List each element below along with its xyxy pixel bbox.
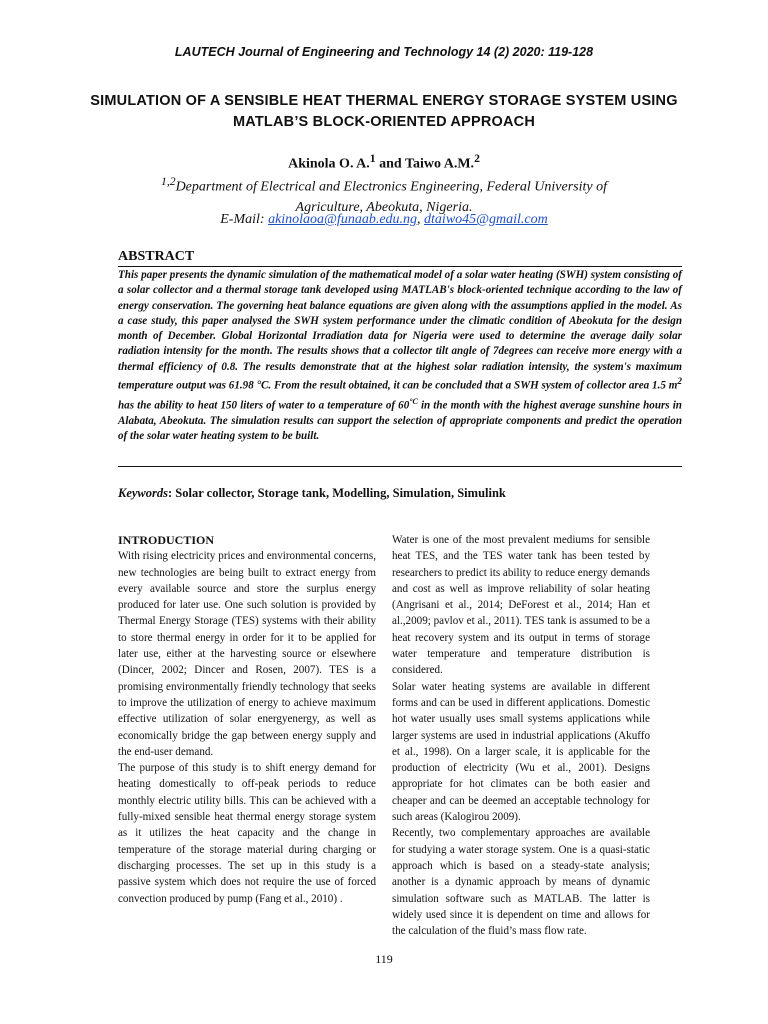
abstract-text-1: This paper presents the dynamic simulation of the mathematical model of a solar water heating (SWH) system consisting of a solar collector and a thermal storage tank developed using MATLAB's block-oriented technique according to the law of energy conservation. The governing heat balance equations are given along with the assumptions applied in the model. As a case study, this paper analysed the SWH system performance under the climatic condition of Abeokuta for the design month of December. Global Horizontal Irradiation data for Nigeria were used to determine the average daily solar radiation intensity for the month. The results shows that a collector tilt angle of 7degrees can receive more energy with a thermal efficiency of 0.8. The results demonstrate that at the highest solar radiation intensity, the system's maximum temperature output was 61.98 °C. From the result obtained, it can be concluded that a SWH system of collector area 1.5 m [118,269,682,392]
abstract-sup: 2 [677,377,682,388]
abstract-heading: ABSTRACT [118,249,195,264]
author-1-sup: 1 [369,152,376,165]
abstract-bottom-rule [118,466,682,467]
email-link-1[interactable]: akinolaoa@funaab.edu.ng [268,212,418,227]
left-paragraph-2: The purpose of this study is to shift energy demand for heating domestically to off-peak periods to reduce monthly electric utility bills. This can be achieved with a fully-mixed sensible heat thermal energy storage system as it utilizes the heat capacity and the change in temperature of the storage material during charging or discharging processes. The set up in this study is a passive system which does not require the use of forced convection produced by pump (Fang et al., 2010) . [118,762,376,905]
keywords-line [118,486,682,501]
affiliation [134,172,634,218]
paper-title: SIMULATION OF A SENSIBLE HEAT THERMAL ENERGY STORAGE SYSTEM USING MATLAB’S BLOCK-ORIENTED APPROACH [90,93,678,130]
right-paragraph-1: Water is one of the most prevalent mediums for sensible heat TES, and the TES water tank has been tested by researchers to predict its ability to reduce energy demands and cost as well as improve reliability of solar heating (Angrisani et al., 2014; DeForest et al., 2014; Han et al.,2009; pavlov et al., 2011). TES tank is assumed to be a heat recovery system and its output in terms of storage water temperature and temperature distribution is considered. [392,534,650,677]
affiliation-sup: 1,2 [160,175,176,188]
author-line [0,152,768,173]
affiliation-text: Department of Electrical and Electronics Engineering, Federal University of Agriculture, Abeokuta, Nigeria. [175,179,607,215]
author-2: Taiwo A.M. [404,156,475,172]
left-column [118,532,376,907]
email-separator: , [417,212,425,227]
page-number: 119 [375,952,393,966]
abstract-text-3: in the month with the highest average sunshine hours in Alabata, Abeokuta. The simulation results can support the selection of appropriate components and predict the operation of the solar water heating system to be built. [118,399,682,443]
abstract-text-2: has the ability to heat 150 liters of water to a temperature of 60 [118,399,410,412]
abstract-body [118,268,682,445]
right-column [392,532,650,939]
abstract-degree: °C [409,397,418,407]
abstract-top-rule [118,266,682,267]
introduction-heading: INTRODUCTION [118,533,215,547]
author-1: Akinola O. A. [288,156,370,172]
right-paragraph-3: Recently, two complementary approaches are available for studying a water storage system. One is a quasi-static approach which is based on a steady-state analysis; another is a dynamic approach by means of dynamic simulation software such as MATLAB. The latter is widely used since it is dependent on time and allows for the calculation of the fluid’s mass flow rate. [392,827,650,938]
keywords-label: Keywords [118,486,168,500]
email-link-2[interactable]: dtaiwo45@gmail.com [424,212,548,227]
keywords-text: : Solar collector, Storage tank, Modelling, Simulation, Simulink [168,486,506,500]
author-2-sup: 2 [474,152,480,165]
author-connector: and [375,156,405,172]
email-line [0,212,768,228]
left-paragraph-1: With rising electricity prices and environmental concerns, new technologies are being built to extract energy from every available source and store the surplus energy produced for later use. One such solution is provided by Thermal Energy Storage (TES) systems with their ability to store thermal energy in order for it to be applied for later use, either at the harvesting source or elsewhere (Dincer, 2002; Dincer and Rosen, 2007). TES is a promising environmentally friendly technology that seeks to improve the utilization of energy to achieve maximum effective utilization of solar energyenergy, as well as economically bridge the gap between energy supply and the end-user demand. [118,550,376,758]
right-paragraph-2: Solar water heating systems are available in different forms and can be used in different applications. Domestic hot water usually uses small systems applications while larger systems are used in industrial applications (Akuffo et al., 1998). On a larger scale, it is applicable for the production of electricity (Wu et al., 2001). Designs appropriate for hot climates can be both easier and cheaper and can be deemed an acceptable technology for such areas (Kalogirou 2009). [392,680,650,824]
journal-header: LAUTECH Journal of Engineering and Technology 14 (2) 2020: 119-128 [174,45,594,59]
email-label: E-Mail: [220,212,269,227]
